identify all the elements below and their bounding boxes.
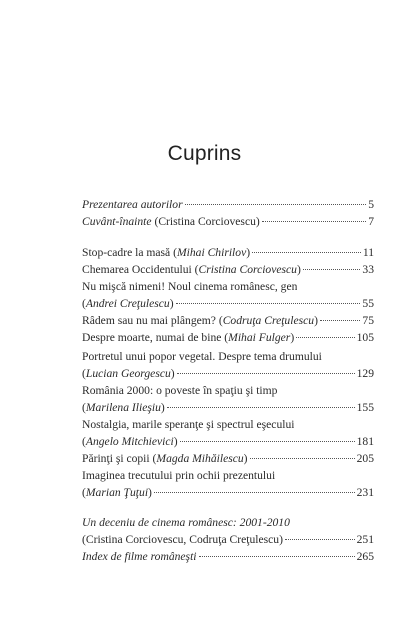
entry-author: Marilena Ilieşiu: [85, 401, 161, 414]
entry-author: Andrei Creţulescu: [85, 297, 170, 310]
dot-leader: [296, 337, 354, 338]
toc-entry-despre-moarte[interactable]: Despre moarte, numai de bine (Mihai Fulger) 105: [82, 331, 374, 344]
entry-author: Codruţa Creţulescu: [222, 314, 315, 327]
dot-leader: [180, 441, 355, 442]
dot-leader: [250, 458, 355, 459]
entry-author: Magda Mihăilescu: [156, 452, 244, 465]
entry-title: Nostalgia, marile speranţe şi spectrul eşecului: [82, 418, 295, 431]
entry-title: Prezentarea autorilor: [82, 198, 183, 211]
toc-entry-portretul-title[interactable]: [82, 349, 374, 365]
toc-entry-noul-cinema-title[interactable]: [82, 279, 374, 295]
entry-title: Index de filme româneşti: [82, 550, 197, 563]
entry-title: Râdem sau nu mai plângem?: [82, 314, 216, 327]
toc-entry-noul-cinema[interactable]: (Andrei Creţulescu) 55: [82, 297, 374, 310]
toc-entry-index[interactable]: [82, 549, 374, 565]
page-number: 251: [356, 533, 374, 546]
entry-title: Părinţi şi copii: [82, 452, 150, 465]
dot-leader: [320, 320, 360, 321]
entry-author: Lucian Georgescu: [85, 367, 171, 380]
entry-author: Mihai Fulger: [228, 331, 291, 344]
entry-title: Un deceniu de cinema românesc: 2001-2010: [82, 516, 290, 529]
dot-leader: [199, 556, 355, 557]
page-number: 75: [362, 314, 374, 327]
page-number: 55: [362, 297, 374, 310]
toc-entry-romania-2000-title[interactable]: [82, 383, 374, 399]
toc-entry-imaginea-title[interactable]: [82, 468, 374, 484]
toc-entry-portretul[interactable]: (Lucian Georgescu) 129: [82, 367, 374, 380]
entry-title: Cuvânt-înainte: [82, 215, 152, 228]
toc-entry-chemarea[interactable]: Chemarea Occidentului (Cristina Corciovescu) 33: [82, 263, 374, 276]
toc-entry-cuvant-inainte[interactable]: Cuvânt-înainte (Cristina Corciovescu) 7: [82, 215, 374, 228]
toc-entry-prezentarea[interactable]: [82, 197, 374, 213]
entry-author: Mihai Chirilov: [176, 246, 247, 259]
toc-entry-deceniu[interactable]: (Cristina Corciovescu, Codruţa Creţulescu) 251: [82, 533, 374, 546]
page-number: 205: [356, 452, 374, 465]
dot-leader: [252, 252, 361, 253]
page-number: 105: [356, 331, 374, 344]
dot-leader: [177, 373, 355, 374]
dot-leader: [167, 407, 355, 408]
entry-title: Stop-cadre la masă: [82, 246, 171, 259]
entry-title: România 2000: o poveste în spaţiu şi timp: [82, 384, 278, 397]
page-number: 181: [356, 435, 374, 448]
dot-leader: [285, 539, 355, 540]
page-number: 155: [356, 401, 374, 414]
toc-entry-nostalgia-title[interactable]: [82, 417, 374, 433]
entry-author: Angelo Mitchievici: [85, 435, 174, 448]
page-number: 11: [362, 246, 374, 259]
toc-entry-nostalgia[interactable]: (Angelo Mitchievici) 181: [82, 435, 374, 448]
entry-author: Cristina Corciovescu, Codruţa Creţulescu: [85, 533, 280, 546]
entry-title: Despre moarte, numai de bine: [82, 331, 222, 344]
toc-entry-deceniu-title[interactable]: [82, 515, 374, 531]
entry-title: Chemarea Occidentului: [82, 263, 192, 276]
page-number: 5: [368, 198, 374, 211]
dot-leader: [185, 204, 367, 205]
dot-leader: [176, 303, 361, 304]
toc-entry-stop-cadre[interactable]: Stop-cadre la masă (Mihai Chirilov) 11: [82, 246, 374, 259]
dot-leader: [303, 269, 361, 270]
page-number: 265: [356, 550, 374, 563]
entry-title: Imaginea trecutului prin ochii prezentului: [82, 469, 276, 482]
page-title: Cuprins: [167, 142, 242, 165]
entry-title: Nu mişcă nimeni! Noul cinema românesc, gen: [82, 280, 298, 293]
page-number: 231: [356, 486, 374, 499]
page-number: 7: [368, 215, 374, 228]
entry-author: Marian Ţuţui: [85, 486, 149, 499]
page-number: 129: [356, 367, 374, 380]
toc-entry-radem[interactable]: Râdem sau nu mai plângem? (Codruţa Creţulescu) 75: [82, 314, 374, 327]
dot-leader: [154, 492, 355, 493]
toc-entry-romania-2000[interactable]: (Marilena Ilieşiu) 155: [82, 401, 374, 414]
page-number: 33: [362, 263, 374, 276]
entry-author: Cristina Corciovescu: [158, 215, 256, 228]
toc-entry-imaginea[interactable]: (Marian Ţuţui) 231: [82, 486, 374, 499]
entry-title: Portretul unui popor vegetal. Despre tema drumului: [82, 350, 322, 363]
toc-entry-parinti[interactable]: Părinţi şi copii (Magda Mihăilescu) 205: [82, 452, 374, 465]
entry-author: Cristina Corciovescu: [198, 263, 297, 276]
dot-leader: [262, 221, 366, 222]
